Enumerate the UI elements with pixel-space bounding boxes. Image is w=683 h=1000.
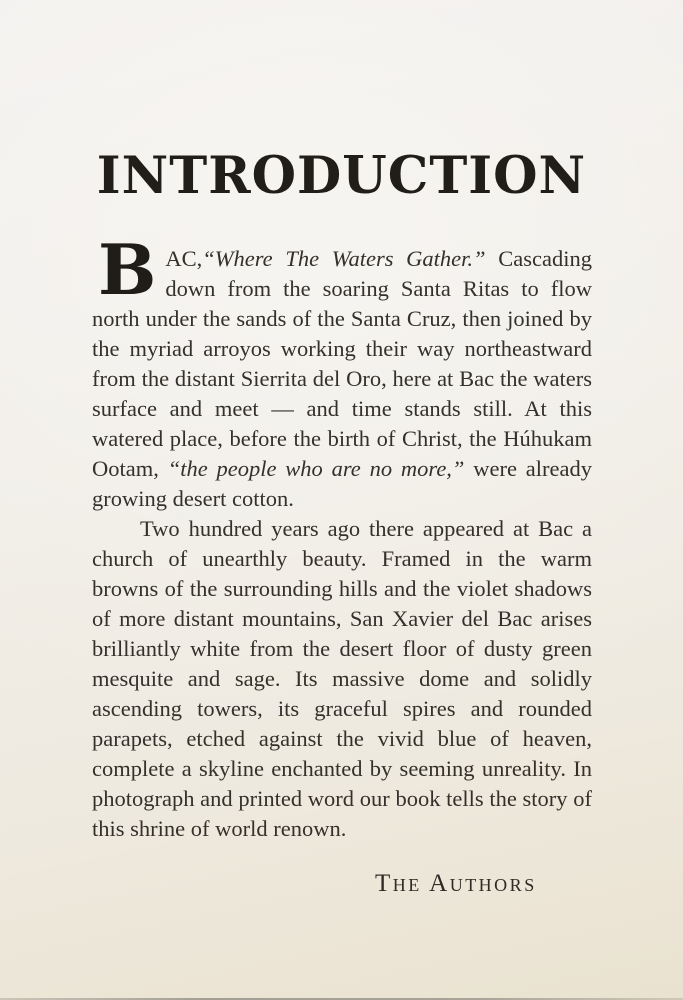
text-run: were already growing desert cotton. — [92, 456, 593, 512]
body-paragraphs — [92, 230, 593, 844]
paragraph — [92, 230, 593, 514]
page-title: INTRODUCTION — [96, 146, 587, 206]
quoted-phrase: “the people who are no more,” — [167, 456, 465, 482]
signature-row — [92, 870, 592, 898]
text-run: Two hundred years ago there appeared at Bac a church of unearthly beauty. Framed in the warm browns of the surrounding hills and the violet shadows of more distant mountains, San Xavier del Bac arises brilliantly white from the desert floor of dusty green mesquite and sage. Its massive dome and solidly ascending towers, its graceful spires and rounded parapets, etched against the vivid blue of heaven, complete a skyline enchanted by seeming unreality. In photograph and printed word our book tells the story of this shrine of world renown. — [92, 516, 592, 842]
text-run: Cascading down from the soaring Santa Ritas to flow north under the sands of the Santa Cruz, then joined by the myriad arroyos working their way northeastward from the distant Sierrita del Oro, here at Bac the waters surface and meet — and time stands still. At this watered place, before the birth of Christ, the Húhukam Ootam, — [92, 246, 592, 482]
text-run: AC, — [165, 246, 203, 272]
paragraph — [92, 514, 592, 844]
quoted-phrase: “Where The Waters Gather.” — [202, 246, 486, 272]
authors-signature: The Authors — [375, 870, 537, 898]
drop-cap: B — [98, 230, 157, 312]
